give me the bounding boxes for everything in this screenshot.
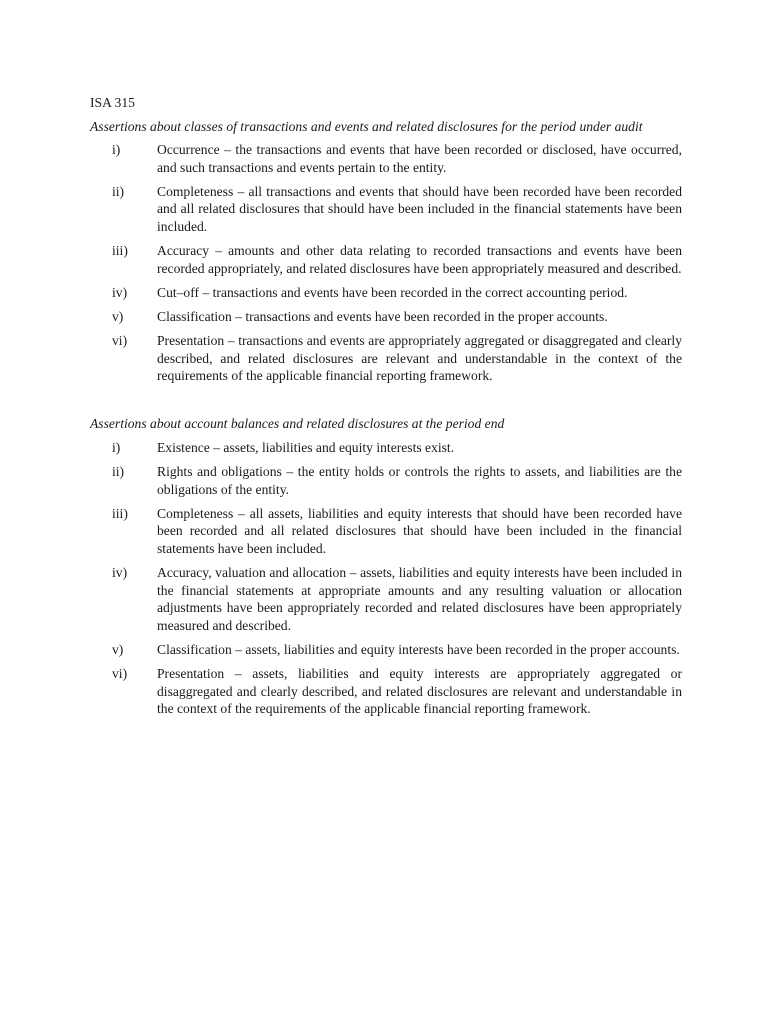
item-number: vi) [112, 665, 128, 681]
list-item [90, 564, 682, 634]
item-number: v) [112, 641, 124, 657]
item-number: ii) [112, 464, 125, 479]
item-number: i) [112, 142, 121, 158]
item-text: Classification – transactions and events have been recorded in the proper accounts. [157, 308, 608, 324]
item-number: vi) [112, 333, 128, 349]
list-item [90, 439, 682, 457]
list-item [90, 505, 682, 558]
list-item [90, 141, 682, 176]
list-item [90, 641, 682, 659]
item-number: iv) [112, 284, 128, 300]
list-item [90, 242, 682, 277]
section-heading: Assertions about classes of transactions and events and related disclosures for the period under audit [90, 118, 643, 134]
list-item [90, 463, 682, 498]
item-text: Completeness – all transactions and events that should have been recorded have been recorded and all related disclosures that should have been included in the financial statements have been included. [157, 183, 682, 235]
item-text: Existence – assets, liabilities and equity interests exist. [157, 439, 455, 455]
item-number: iii) [112, 243, 128, 259]
assertion-list [90, 141, 682, 385]
item-text: Presentation – assets, liabilities and equity interests are appropriately aggregated or disaggregated and clearly described, and related disclosures are relevant and understandable in the context of the requirements of the applicable financial reporting framework. [157, 665, 682, 717]
document-page [90, 94, 682, 724]
item-text: Accuracy – amounts and other data relating to recorded transactions and events have been recorded appropriately, and related disclosures have been appropriately measured and described. [157, 243, 682, 276]
list-item [90, 332, 682, 385]
section-heading: Assertions about account balances and related disclosures at the period end [90, 416, 505, 432]
document-title: ISA 315 [90, 95, 135, 110]
item-text: Cut–off – transactions and events have been recorded in the correct accounting period. [157, 284, 628, 300]
section-account-balances [90, 415, 682, 717]
list-item [90, 308, 682, 326]
item-text: Classification – assets, liabilities and equity interests have been recorded in the proper accounts. [157, 641, 680, 657]
section-spacer [90, 391, 682, 415]
list-item [90, 665, 682, 718]
list-item [90, 284, 682, 302]
section-transactions [90, 118, 682, 385]
list-item [90, 183, 682, 236]
item-text: Accuracy, valuation and allocation – assets, liabilities and equity interests have been included in the financial statements at appropriate amounts and any resulting valuation or allocation adjustments have been appropriately recorded and related disclosures have been appropriately measured and described. [157, 564, 682, 633]
item-number: iv) [112, 564, 128, 580]
item-number: v) [112, 308, 124, 324]
assertion-list [90, 439, 682, 718]
item-number: iii) [112, 505, 128, 521]
item-text: Completeness – all assets, liabilities and equity interests that should have been recorded have been recorded and all related disclosures that should have been included in the financial statements have been included. [157, 505, 682, 556]
item-number: ii) [112, 183, 125, 199]
item-text: Presentation – transactions and events are appropriately aggregated or disaggregated and clearly described, and related disclosures are relevant and understandable in the context of the requirements of the applicable financial reporting framework. [157, 333, 682, 384]
item-number: i) [112, 439, 121, 455]
item-text: Rights and obligations – the entity holds or controls the rights to assets, and liabilities are the obligations of the entity. [157, 464, 682, 497]
item-text: Occurrence – the transactions and events that have been recorded or disclosed, have occurred, and such transactions and events pertain to the entity. [157, 142, 682, 175]
